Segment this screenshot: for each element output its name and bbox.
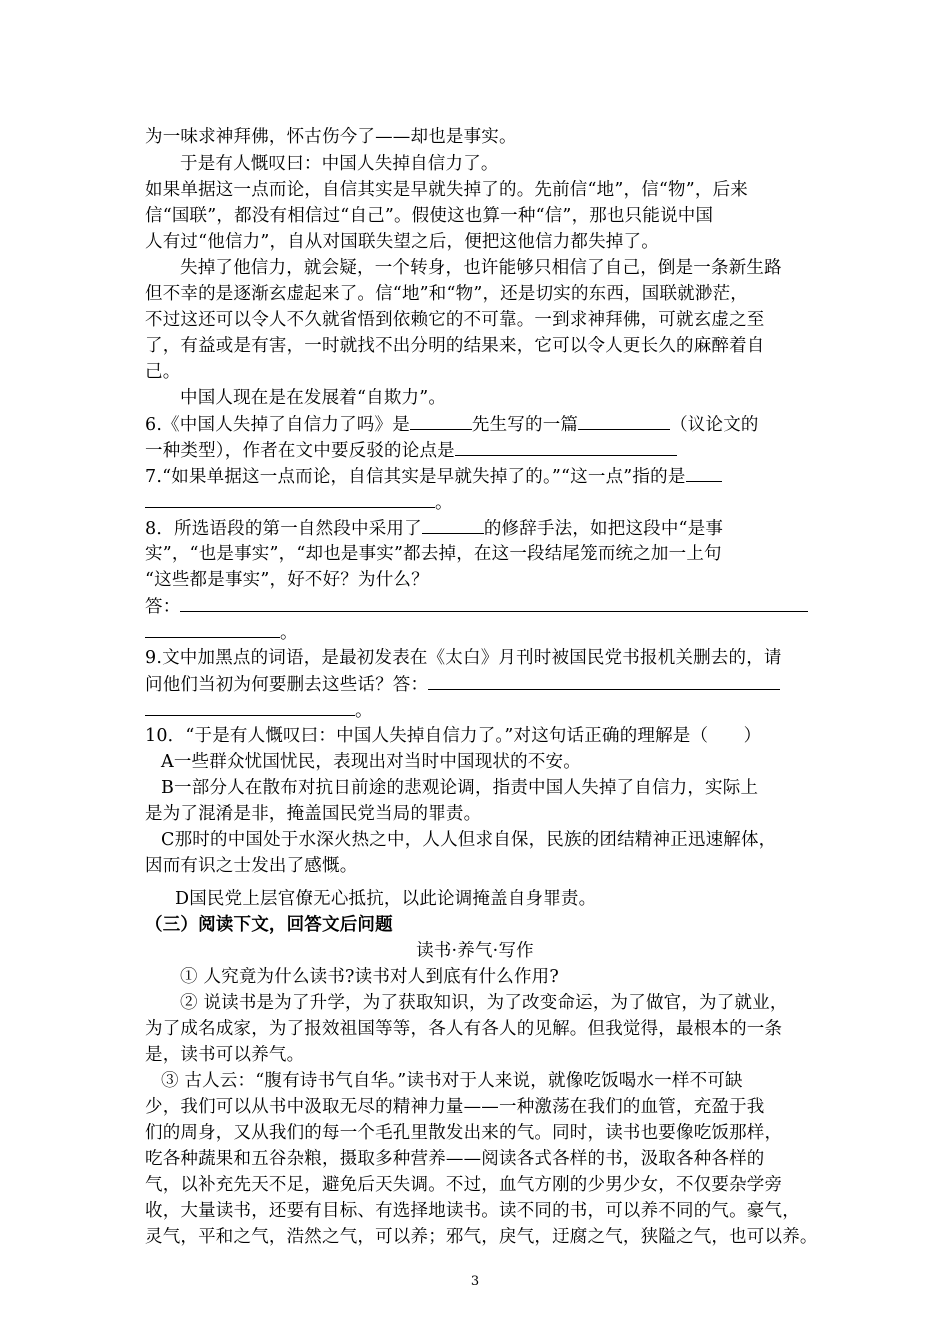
question-6-line-2 [145, 437, 810, 464]
passage-line: 于是有人慨叹曰：中国人失掉自信力了。 [180, 154, 499, 174]
question-text: 10．“于是有人慨叹曰：中国人失掉自信力了。”对这句话正确的理解是（ ） [145, 726, 762, 746]
question-9-line-2 [145, 671, 810, 698]
question-text: 的修辞手法，如把这段中“是事 [483, 519, 724, 539]
question-8-answer-line-2 [145, 619, 810, 646]
passage-line: 中国人现在是在发展着“自欺力”。 [180, 388, 447, 408]
answer-label: 答： [145, 597, 181, 617]
question-text: 一种类型），作者在文中要反驳的论点是 [145, 441, 455, 461]
passage-line: 为一味求神拜佛，怀古伤今了——却也是事实。 [145, 127, 517, 147]
question-text: 7.“如果单据这一点而论，自信其实是早就失掉了的。”“这一点”指的是 [145, 467, 686, 487]
question-text: （议论文的 [670, 415, 759, 435]
answer-blank[interactable] [145, 489, 435, 508]
option-b: B一部分人在散布对抗日前途的悲观论调，指责中国人失掉了自信力，实际上 [161, 778, 759, 798]
option-c-cont: 因而有识之士发出了感慨。 [145, 856, 358, 876]
answer-blank[interactable] [455, 437, 677, 456]
question-text: 。 [355, 701, 373, 721]
article-line: 灵气，平和之气，浩然之气，可以养；邪气，戾气，迂腐之气，狭隘之气，也可以养。 [145, 1227, 818, 1247]
passage-line: 失掉了他信力，就会疑，一个转身，也许能够只相信了自己，倒是一条新生路 [180, 258, 782, 278]
passage-line: 但不幸的是逐渐玄虚起来了。信“地”和“物”，还是切实的东西，国联就渺茫， [145, 284, 748, 304]
question-text: 。 [435, 493, 453, 513]
article-line: 是，读书可以养气。 [145, 1045, 305, 1065]
question-8-answer-line [145, 593, 810, 620]
article-line: ① 人究竟为什么读书?读书对人到底有什么作用? [180, 967, 559, 987]
section-heading: （三）阅读下文，回答文后问题 [145, 915, 393, 935]
question-9-line-3 [145, 697, 810, 724]
answer-blank[interactable] [422, 515, 484, 534]
passage-line: 不过这还可以令人不久就省悟到依赖它的不可靠。一到求神拜佛，可就玄虚之至 [145, 310, 765, 330]
article-line: ③ 古人云：“腹有诗书气自华。”读书对于人来说，就像吃饭喝水一样不可缺 [161, 1071, 743, 1091]
question-text: “这些都是事实”，好不好？为什么？ [145, 570, 429, 590]
answer-blank[interactable] [180, 593, 808, 612]
article-line: 气，以补充先天不足，避免后天失调。不过，血气方刚的少男少女，不仅要杂学旁 [145, 1175, 783, 1195]
question-8-line-1 [145, 515, 810, 542]
answer-blank[interactable] [145, 619, 280, 638]
question-text: 先生写的一篇 [471, 415, 579, 435]
answer-blank[interactable] [145, 697, 355, 716]
question-7-line-2 [145, 489, 810, 516]
article-line: 收，大量读书，还要有目标、有选择地读书。读不同的书，可以养不同的气。豪气， [145, 1201, 800, 1221]
passage-line: 人有过“他信力”，自从对国联失望之后，便把这他信力都失掉了。 [145, 232, 659, 252]
passage-line: 如果单据这一点而论，自信其实是早就失掉了的。先前信“地”，信“物”，后来 [145, 180, 748, 200]
answer-blank[interactable] [686, 463, 722, 482]
question-text: 实”，“也是事实”，“却也是事实”都去掉，在这一段结尾笼而统之加一上句 [145, 544, 722, 564]
option-b-cont: 是为了混淆是非，掩盖国民党当局的罪责。 [145, 804, 482, 824]
article-line: 吃各种蔬果和五谷杂粮，摄取多种营养——阅读各式各样的书，汲取各种各样的 [145, 1149, 765, 1169]
passage-line: 信“国联”，都没有相信过“自己”。假使这也算一种“信”，那也只能说中国 [145, 206, 714, 226]
option-c: C那时的中国处于水深火热之中，人人但求自保，民族的团结精神正迅速解体， [161, 830, 777, 850]
question-text: 。 [280, 623, 298, 643]
answer-blank[interactable] [410, 411, 472, 430]
passage-line: 己。 [145, 362, 181, 382]
article-line: ② 说读书是为了升学，为了获取知识，为了改变命运，为了做官，为了就业， [180, 993, 788, 1013]
article-line: 们的周身，又从我们的每一个毛孔里散发出来的气。同时，读书也要像吃饭那样， [145, 1123, 783, 1143]
question-text: 问他们当初为何要删去这些话？答： [145, 675, 429, 695]
option-d: D国民党上层官僚无心抵抗，以此论调掩盖自身罪责。 [175, 889, 597, 909]
passage-line: 了，有益或是有害，一时就找不出分明的结果来，它可以令人更长久的麻醉着自 [145, 336, 765, 356]
article-line: 少，我们可以从书中汲取无尽的精神力量——一种激荡在我们的血管，充盈于我 [145, 1097, 765, 1117]
article-title: 读书·养气·写作 [416, 941, 534, 961]
question-text: 8．所选语段的第一自然段中采用了 [145, 519, 422, 539]
question-6-line-1 [145, 411, 810, 438]
question-text: 9.文中加黑点的词语，是最初发表在《太白》月刊时被国民党书报机关删去的，请 [145, 648, 782, 668]
article-line: 为了成名成家，为了报效祖国等等，各人有各人的见解。但我觉得，最根本的一条 [145, 1019, 783, 1039]
question-text: 6.《中国人失掉了自信力了吗》是 [145, 415, 410, 435]
answer-blank[interactable] [428, 671, 780, 690]
option-a: A一些群众忧国忧民，表现出对当时中国现状的不安。 [161, 752, 581, 772]
answer-blank[interactable] [578, 411, 670, 430]
page-number: 3 [470, 1274, 480, 1289]
question-7-line-1 [145, 463, 810, 490]
